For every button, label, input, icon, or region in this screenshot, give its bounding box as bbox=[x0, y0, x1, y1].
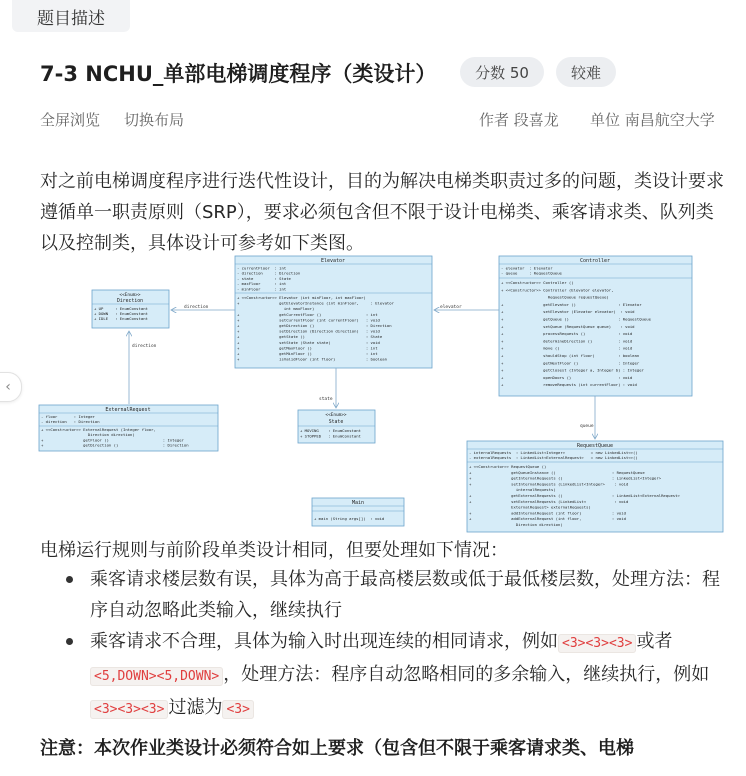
bullet-dot-icon bbox=[66, 638, 73, 645]
problem-title: 7-3 NCHU_单部电梯调度程序（类设计） bbox=[40, 62, 437, 86]
collapse-panel-button[interactable] bbox=[0, 372, 22, 402]
uml-member-row: - minFloor : int bbox=[237, 286, 287, 292]
unit-name: 南昌航空大学 bbox=[624, 111, 715, 129]
uml-member-row: - externalRequests : LinkedList<ExternalRequest> = new LinkedList<>() bbox=[469, 455, 638, 460]
rule-invalid-floor: 乘客请求楼层数有误，具体为高于最高楼层数或低于最低楼层数，处理方法：程序自动忽略此类输入，继续执行 bbox=[90, 569, 720, 621]
uml-member-row: + STOPPED : EnumConstant bbox=[300, 433, 361, 439]
uml-member-row: + <<Constructor>> Controller () bbox=[501, 280, 574, 285]
unit-info bbox=[590, 109, 715, 130]
uml-member-row: + getDirection () : Direction bbox=[41, 442, 189, 448]
fullscreen-link[interactable]: 全屏浏览 bbox=[40, 111, 101, 129]
uml-member-row: Direction direction) bbox=[469, 522, 563, 527]
uml-member-row: - state : State bbox=[237, 275, 291, 281]
code-example-1: <3><3><3> bbox=[558, 634, 636, 653]
main-class-name: Main bbox=[351, 500, 365, 506]
uml-member-row: + getMaxFloor () : int bbox=[237, 345, 378, 351]
rule-duplicate-text-4: 过滤为 bbox=[168, 697, 223, 718]
difficulty-badge: 较难 bbox=[556, 57, 616, 87]
switch-layout-link[interactable]: 切换布局 bbox=[124, 111, 185, 129]
list-item bbox=[64, 626, 724, 725]
uml-member-row: + isValidFloor (int floor) : boolean bbox=[237, 356, 387, 362]
uml-member-row: - direction : Direction bbox=[41, 419, 100, 424]
rules-intro: 电梯运行规则与前阶段单类设计相同，但要处理如下情况： bbox=[40, 540, 508, 561]
assoc-label-queue: queue bbox=[580, 424, 594, 429]
uml-member-row: + getClosest (Integer a, Integer b) : Integer bbox=[501, 367, 644, 373]
uml-member-row: + getState () : State bbox=[237, 334, 383, 340]
uml-member-row: + getExternalRequests () : LinkedList<ExternalRequest> bbox=[469, 493, 680, 498]
uml-member-row: - queue : RequestQueue bbox=[501, 270, 562, 276]
request-queue-class-name: RequestQueue bbox=[576, 443, 614, 449]
uml-member-row: + setState (State state) : void bbox=[237, 339, 380, 345]
note-text: 注意：本次作业类设计必须符合如上要求（包含但不限于乘客请求类、电梯 bbox=[40, 738, 634, 759]
uml-member-row: - internalRequests : LinkedList<Integer> = new LinkedList<>() bbox=[469, 450, 638, 455]
uml-member-row: - maxFloor : int bbox=[237, 281, 287, 287]
uml-member-row: ExternalRequest> externalRequests) bbox=[469, 504, 591, 510]
code-example-4: <3> bbox=[222, 700, 253, 719]
state-stereotype: <<Enum>> bbox=[325, 413, 347, 418]
class-diagram bbox=[34, 252, 728, 534]
uml-member-row: - direction : Direction bbox=[237, 270, 301, 276]
uml-member-row: - elevator : Elevator bbox=[501, 265, 553, 271]
uml-member-row: + main (String args[]) : void bbox=[314, 516, 385, 521]
rule-duplicate-text-2: 或者 bbox=[636, 631, 673, 652]
uml-member-row: + getQueue () : RequestQueue bbox=[501, 316, 651, 322]
author-name: 段喜龙 bbox=[513, 111, 559, 129]
assoc-label-direction: direction bbox=[184, 305, 209, 310]
uml-member-row: + openDoors () : void bbox=[501, 374, 633, 380]
uml-member-row: RequestQueue requestQueue) bbox=[501, 294, 609, 300]
bullet-dot-icon bbox=[66, 576, 73, 583]
score-badge: 分数 50 bbox=[460, 57, 544, 87]
uml-member-row: + UP : EnumConstant bbox=[94, 306, 148, 311]
code-example-2: <5,DOWN><5,DOWN> bbox=[90, 667, 223, 686]
request-queue-class bbox=[467, 441, 723, 532]
uml-member-row: + setExternalRequests (LinkedList< : void bbox=[469, 498, 629, 504]
uml-member-row: + move () : void bbox=[501, 345, 633, 351]
external-request-class-name: ExternalRequest bbox=[105, 407, 151, 413]
uml-member-row: Direction direction) bbox=[41, 432, 135, 438]
author-label: 作者 bbox=[479, 111, 510, 129]
assoc-label-direction-vertical: direction bbox=[132, 344, 157, 349]
tab-bar bbox=[0, 0, 746, 32]
uml-member-row: + addExternalRequest (int floor, : void bbox=[469, 516, 626, 522]
external-request-class bbox=[39, 405, 218, 451]
unit-label: 单位 bbox=[590, 111, 621, 129]
elevator-class-name: Elevator bbox=[320, 258, 346, 264]
rule-duplicate-text-1: 乘客请求不合理，具体为输入时出现连续的相同请求，例如 bbox=[90, 631, 558, 652]
list-item bbox=[64, 564, 724, 626]
uml-member-row: + getElevatorInstance (int minFloor, : Elevator bbox=[237, 300, 394, 306]
uml-member-row: + setQueue (RequestQueue queue) : void bbox=[501, 323, 635, 329]
uml-member-row: + getQueueInstance () : RequestQueue bbox=[469, 469, 645, 475]
code-example-3: <3><3><3> bbox=[90, 700, 168, 719]
author-info bbox=[479, 109, 559, 130]
uml-member-row: + shouldStop (int floor) : boolean bbox=[501, 353, 640, 358]
uml-member-row: + <<Constructor>> ExternalRequest (Integer floor, bbox=[41, 427, 156, 432]
uml-member-row: + getFloor () : Integer bbox=[41, 437, 184, 443]
direction-class-name: Direction bbox=[117, 299, 143, 304]
state-enum bbox=[298, 410, 375, 443]
uml-member-row: + determineDirection () : void bbox=[501, 338, 633, 344]
tab-problem-description[interactable]: 题目描述 bbox=[12, 0, 130, 32]
uml-member-row: internalRequests) bbox=[469, 487, 556, 493]
assoc-label-state: state bbox=[319, 397, 333, 402]
controller-class bbox=[499, 256, 692, 396]
rules-list bbox=[64, 564, 724, 725]
uml-member-row: + setElevator (Elevator elevator) : void bbox=[501, 309, 635, 315]
uml-member-row: + <<Constructor>> RequestQueue () bbox=[469, 464, 547, 469]
state-class-name: State bbox=[328, 420, 344, 425]
uml-member-row: + DOWN : EnumConstant bbox=[94, 311, 148, 316]
uml-member-row: + <<Constructor>> Controller (Elevator elevator, bbox=[501, 287, 614, 293]
uml-member-row: + getCurrentFloor () : int bbox=[237, 311, 378, 317]
uml-member-row: + getMinFloor () : int bbox=[237, 351, 378, 356]
controller-class-name: Controller bbox=[579, 258, 611, 264]
uml-member-row: + getNextFloor () : Integer bbox=[501, 360, 640, 366]
uml-member-row: + addInternalRequest (int floor) : void bbox=[469, 510, 626, 516]
uml-member-row: int maxFloor) bbox=[237, 306, 315, 312]
uml-member-row: - currentFloor : int bbox=[237, 265, 287, 271]
uml-member-row: + setInternalRequests (LinkedList<Integer> : void bbox=[469, 481, 629, 487]
uml-member-row: + setDirection (Direction direction) : void bbox=[237, 328, 380, 334]
elevator-class bbox=[235, 256, 432, 368]
uml-member-row: - floor : Integer bbox=[41, 414, 95, 419]
direction-stereotype: <<Enum>> bbox=[119, 293, 141, 298]
uml-member-row: + IDLE : EnumConstant bbox=[94, 316, 148, 321]
rule-duplicate-text-3: ，处理方法：程序自动忽略相同的多余输入，继续执行，例如 bbox=[223, 664, 710, 685]
uml-member-row: + <<Constructor>> Elevator (int minFloor, int maxFloor) bbox=[237, 295, 366, 300]
uml-member-row: + processRequests () : void bbox=[501, 331, 633, 337]
uml-member-row: + getDirection () : Direction bbox=[237, 323, 392, 328]
assoc-label-elevator: elevator bbox=[440, 305, 462, 310]
uml-member-row: + getElevator () : Elevator bbox=[501, 301, 642, 307]
uml-member-row: + getInternalRequests () : LinkedList<Integer> bbox=[469, 475, 662, 481]
direction-enum bbox=[92, 290, 169, 328]
uml-member-row: + setCurrentFloor (int currentFloor) : void bbox=[237, 317, 380, 323]
uml-member-row: + MOVING : EnumConstant bbox=[300, 428, 361, 433]
chevron-left-icon: ‹ bbox=[5, 379, 11, 395]
problem-description: 对之前电梯调度程序进行迭代性设计，目的为解决电梯类职责过多的问题，类设计要求遵循单一职责原则（SRP），要求必须包含但不限于设计电梯类、乘客请求类、队列类以及控制类，具体设计可参考如下类图。 bbox=[40, 171, 724, 254]
uml-member-row: + removeRequests (int currentFloor) : void bbox=[501, 382, 637, 388]
main-class bbox=[312, 498, 404, 526]
